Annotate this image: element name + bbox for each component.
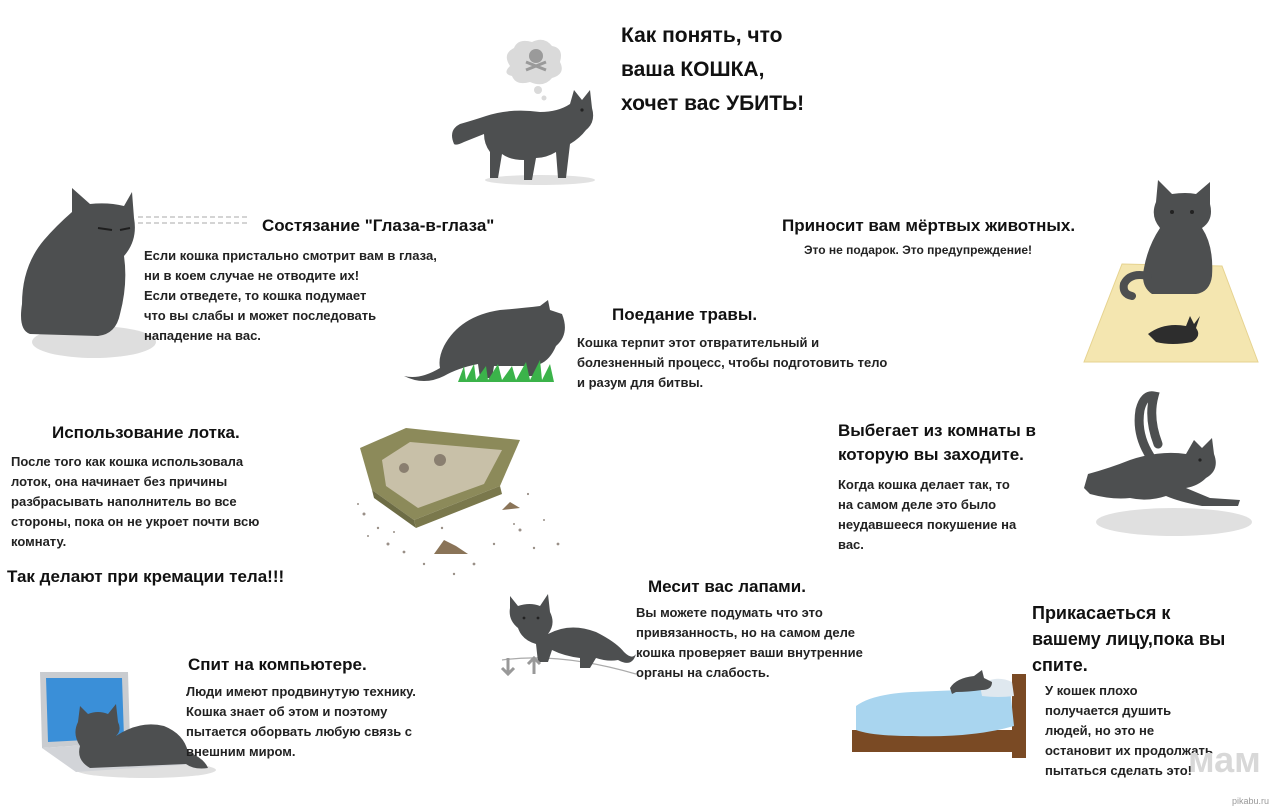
page-title — [621, 19, 804, 121]
section-eyes-heading: Состязание "Глаза-в-глаза" — [262, 216, 495, 235]
litter-box — [344, 424, 574, 584]
text-line: ни в коем случае не отводите их! — [144, 268, 360, 283]
heading-line: Прикасаеться к — [1032, 603, 1171, 623]
text-line: кошка проверяет ваши внутренние — [636, 645, 863, 660]
text-line: привязанность, но на самом деле — [636, 625, 855, 640]
title-line-2: ваша КОШКА, — [621, 58, 765, 81]
text-line: и разум для битвы. — [577, 375, 704, 390]
text-line: лоток, она начинает без причины — [11, 474, 228, 489]
text-line: остановит их продолжать — [1045, 743, 1213, 758]
heading-line: вашему лицу,пока вы — [1032, 629, 1226, 649]
text-line: комнату. — [11, 534, 67, 549]
text-line: Если отведете, то кошка подумает — [144, 288, 367, 303]
text-line: Когда кошка делает так, то — [838, 477, 1010, 492]
section-litter-heading: Использование лотка. — [52, 423, 240, 442]
text-line: болезненный процесс, чтобы подготовить тело — [577, 355, 888, 370]
section-eyes-body — [144, 246, 437, 346]
heading-line: которую вы заходите. — [838, 445, 1024, 464]
section-face-heading — [1032, 600, 1225, 678]
text-line: внешним миром. — [186, 744, 296, 759]
cat-running — [1070, 394, 1254, 544]
text-line: вас. — [838, 537, 864, 552]
text-line: пытаться сделать это! — [1045, 763, 1192, 778]
section-computer-body — [186, 682, 416, 762]
cat-kneading — [500, 588, 640, 678]
text-line: органы на слабость. — [636, 665, 770, 680]
text-line: получается душить — [1045, 703, 1172, 718]
text-line: Люди имеют продвинутую технику. — [186, 684, 416, 699]
text-line: Это не подарок. Это предупреждение! — [804, 243, 1033, 257]
section-litter-footer: Так делают при кремации тела!!! — [7, 567, 285, 586]
title-line-3: хочет вас УБИТЬ! — [621, 92, 805, 115]
text-line: У кошек плохо — [1045, 683, 1138, 698]
section-dead-animals-heading: Приносит вам мёртвых животных. — [782, 216, 1076, 235]
text-line: стороны, пока он не укроет почти всю — [11, 514, 260, 529]
title-line-1: Как понять, что — [621, 24, 783, 47]
section-litter-body — [11, 452, 259, 552]
section-grass-body — [577, 333, 887, 393]
watermark-source: pikabu.ru — [1232, 796, 1270, 806]
text-line: нападение на вас. — [144, 328, 261, 343]
section-runs-heading — [838, 419, 1036, 467]
text-line: что вы слабы и может последовать — [144, 308, 377, 323]
cat-on-bed — [852, 666, 1028, 758]
text-line: пытается оборвать любую связь с — [186, 724, 413, 739]
cat-walking — [440, 82, 610, 187]
text-line: разбрасывать наполнитель во все — [11, 494, 237, 509]
text-line: После того как кошка использовала — [11, 454, 244, 469]
section-dead-animals-body — [804, 240, 1032, 260]
text-line: людей, но это не — [1045, 723, 1155, 738]
text-line: Кошка знает об этом и поэтому — [186, 704, 388, 719]
dashed-gaze-line — [138, 214, 250, 226]
cat-sitting-staring — [16, 184, 146, 359]
watermark-logo: мам — [1188, 739, 1261, 780]
text-line: Вы можете подумать что это — [636, 605, 823, 620]
section-kneads-heading: Месит вас лапами. — [648, 577, 806, 596]
heading-line: спите. — [1032, 655, 1088, 675]
text-line: Если кошка пристально смотрит вам в глаза, — [144, 248, 437, 263]
cat-with-dead-bird — [1082, 176, 1260, 366]
text-line: Кошка терпит этот отвратительный и — [577, 335, 820, 350]
text-line: неудавшееся покушение на — [838, 517, 1017, 532]
section-computer-heading: Спит на компьютере. — [188, 655, 367, 674]
text-line: на самом деле это было — [838, 497, 997, 512]
heading-line: Выбегает из комнаты в — [838, 421, 1036, 440]
section-kneads-body — [636, 603, 863, 683]
section-grass-heading: Поедание травы. — [612, 305, 758, 324]
section-runs-body — [838, 475, 1016, 555]
